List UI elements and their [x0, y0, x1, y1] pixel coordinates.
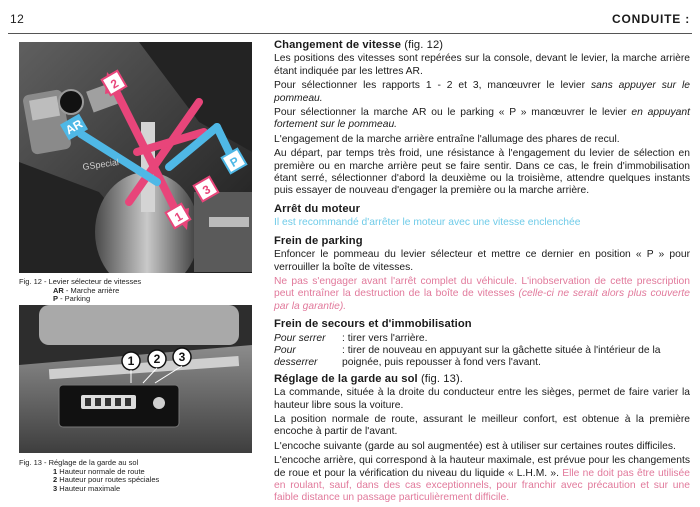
- paragraph: Les positions des vitesses sont repérées sur la console, devant le levier, la marche arrière étant indiquée par les lettres AR.: [274, 53, 690, 77]
- paragraph: Au départ, par temps très froid, une résistance à l'engagement du levier de sélection en première ou en marche arrière peut se faire sentir. Dans ce cas, le frein d'immobilisation étant serré, sélectionner d'abord la deuxième ou la troisième, attendre quelques instants puis essayer de nouveau d'engager la première ou la marche arrière.: [274, 148, 690, 197]
- gear-selector-photo: [19, 42, 252, 273]
- caption-item-3: 3 Hauteur maximale: [53, 483, 121, 493]
- console-logo: GSpecial: [81, 156, 120, 172]
- instruction-row: Pour desserrer : tirer de nouveau en appuyant sur la gâchette située à l'intérieur de la poignée, puis repousser à fond vers l'avant.: [274, 344, 661, 369]
- paragraph: Enfoncer le pommeau du levier sélecteur et mettre ce dernier en position « P » pour verrouiller la boîte de vitesses.: [274, 249, 690, 273]
- caption-item-2: 2 Hauteur pour routes spéciales: [53, 475, 160, 484]
- marker-1: 1: [127, 354, 135, 368]
- heading-changement-vitesse: Changement de vitesse (fig. 12): [274, 39, 444, 51]
- caption-p: P - Parking: [53, 294, 91, 303]
- paragraph: Pour sélectionner les rapports 1 - 2 et 3, manœuvrer le levier sans appuyer sur le pommeau.: [274, 80, 690, 104]
- warning-pink: Ne pas s'engager avant l'arrêt complet du véhicule. L'inobservation de cette prescription peut entraîner la destruction de la boîte de vitesses (celle-ci ne serait alors plus couverte par la garantie).: [274, 275, 691, 312]
- paragraph: L'engagement de la marche arrière entraîne l'allumage des phares de recul.: [274, 133, 620, 145]
- arrow-label-1: 1: [172, 209, 185, 225]
- figure-13-caption: [19, 459, 159, 493]
- arrow-label-ar: AR: [62, 116, 86, 138]
- caption-ar: AR - Marche arrière: [53, 285, 120, 295]
- heading-garde-au-sol: Réglage de la garde au sol (fig. 13).: [274, 372, 463, 385]
- text-column: [274, 39, 690, 507]
- paragraph: La commande, située à la droite du conducteur entre les sièges, permet de faire varier la hauteur libre sous la voiture.: [274, 387, 690, 411]
- gear-selector-illustration: [19, 42, 252, 273]
- marker-3: 3: [178, 350, 186, 364]
- caption-item-1: 1 Hauteur normale de route: [53, 466, 145, 476]
- marker-2: 2: [153, 352, 161, 366]
- instruction-row: Pour serrer : tirer vers l'arrière.: [274, 332, 428, 344]
- arrow-label-3: 3: [200, 182, 213, 198]
- paragraph: L'encoche suivante (garde au sol augmentée) est à utiliser sur certaines routes difficiles.: [274, 440, 676, 452]
- page-number: 12: [10, 12, 25, 26]
- heading-frein-parking: Frein de parking: [274, 234, 363, 247]
- arrow-label-2: 2: [108, 76, 121, 92]
- ground-clearance-photo: [19, 305, 252, 453]
- note-cyan: Il est recommandé d'arrêter le moteur avec une vitesse enclenchée: [274, 217, 581, 229]
- heading-arret-moteur: Arrêt du moteur: [274, 202, 361, 215]
- paragraph: La position normale de route, assurant le meilleur confort, est obtenue à la première encoche à partir de l'avant.: [274, 413, 690, 438]
- caption-line: Fig. 13 - Réglage de la garde au sol: [19, 458, 139, 467]
- paragraph: Pour sélectionner la marche AR ou le parking « P » manœuvrer le levier en appuyant fortement sur le pommeau.: [274, 107, 690, 131]
- ground-clearance-illustration: [19, 305, 252, 453]
- heading-frein-secours: Frein de secours et d'immobilisation: [274, 318, 472, 331]
- caption-line: Fig. 12 - Levier sélecteur de vitesses: [19, 277, 142, 286]
- figure-12-caption: [19, 278, 141, 304]
- paragraph: L'encoche arrière, qui correspond à la hauteur maximale, est prévue pour les changements de roue et pour la vérification du niveau du liquide « L.H.M. ». Elle ne doit pas être utilisée en roulant, sauf, dans des cas exceptionnels, pour franchir avec précaution et sur une faible distance un passage particulièrement difficile.: [274, 455, 690, 504]
- header-rule: [8, 33, 692, 34]
- section-title: CONDUITE :: [612, 12, 690, 26]
- arrow-label-p: P: [227, 153, 242, 170]
